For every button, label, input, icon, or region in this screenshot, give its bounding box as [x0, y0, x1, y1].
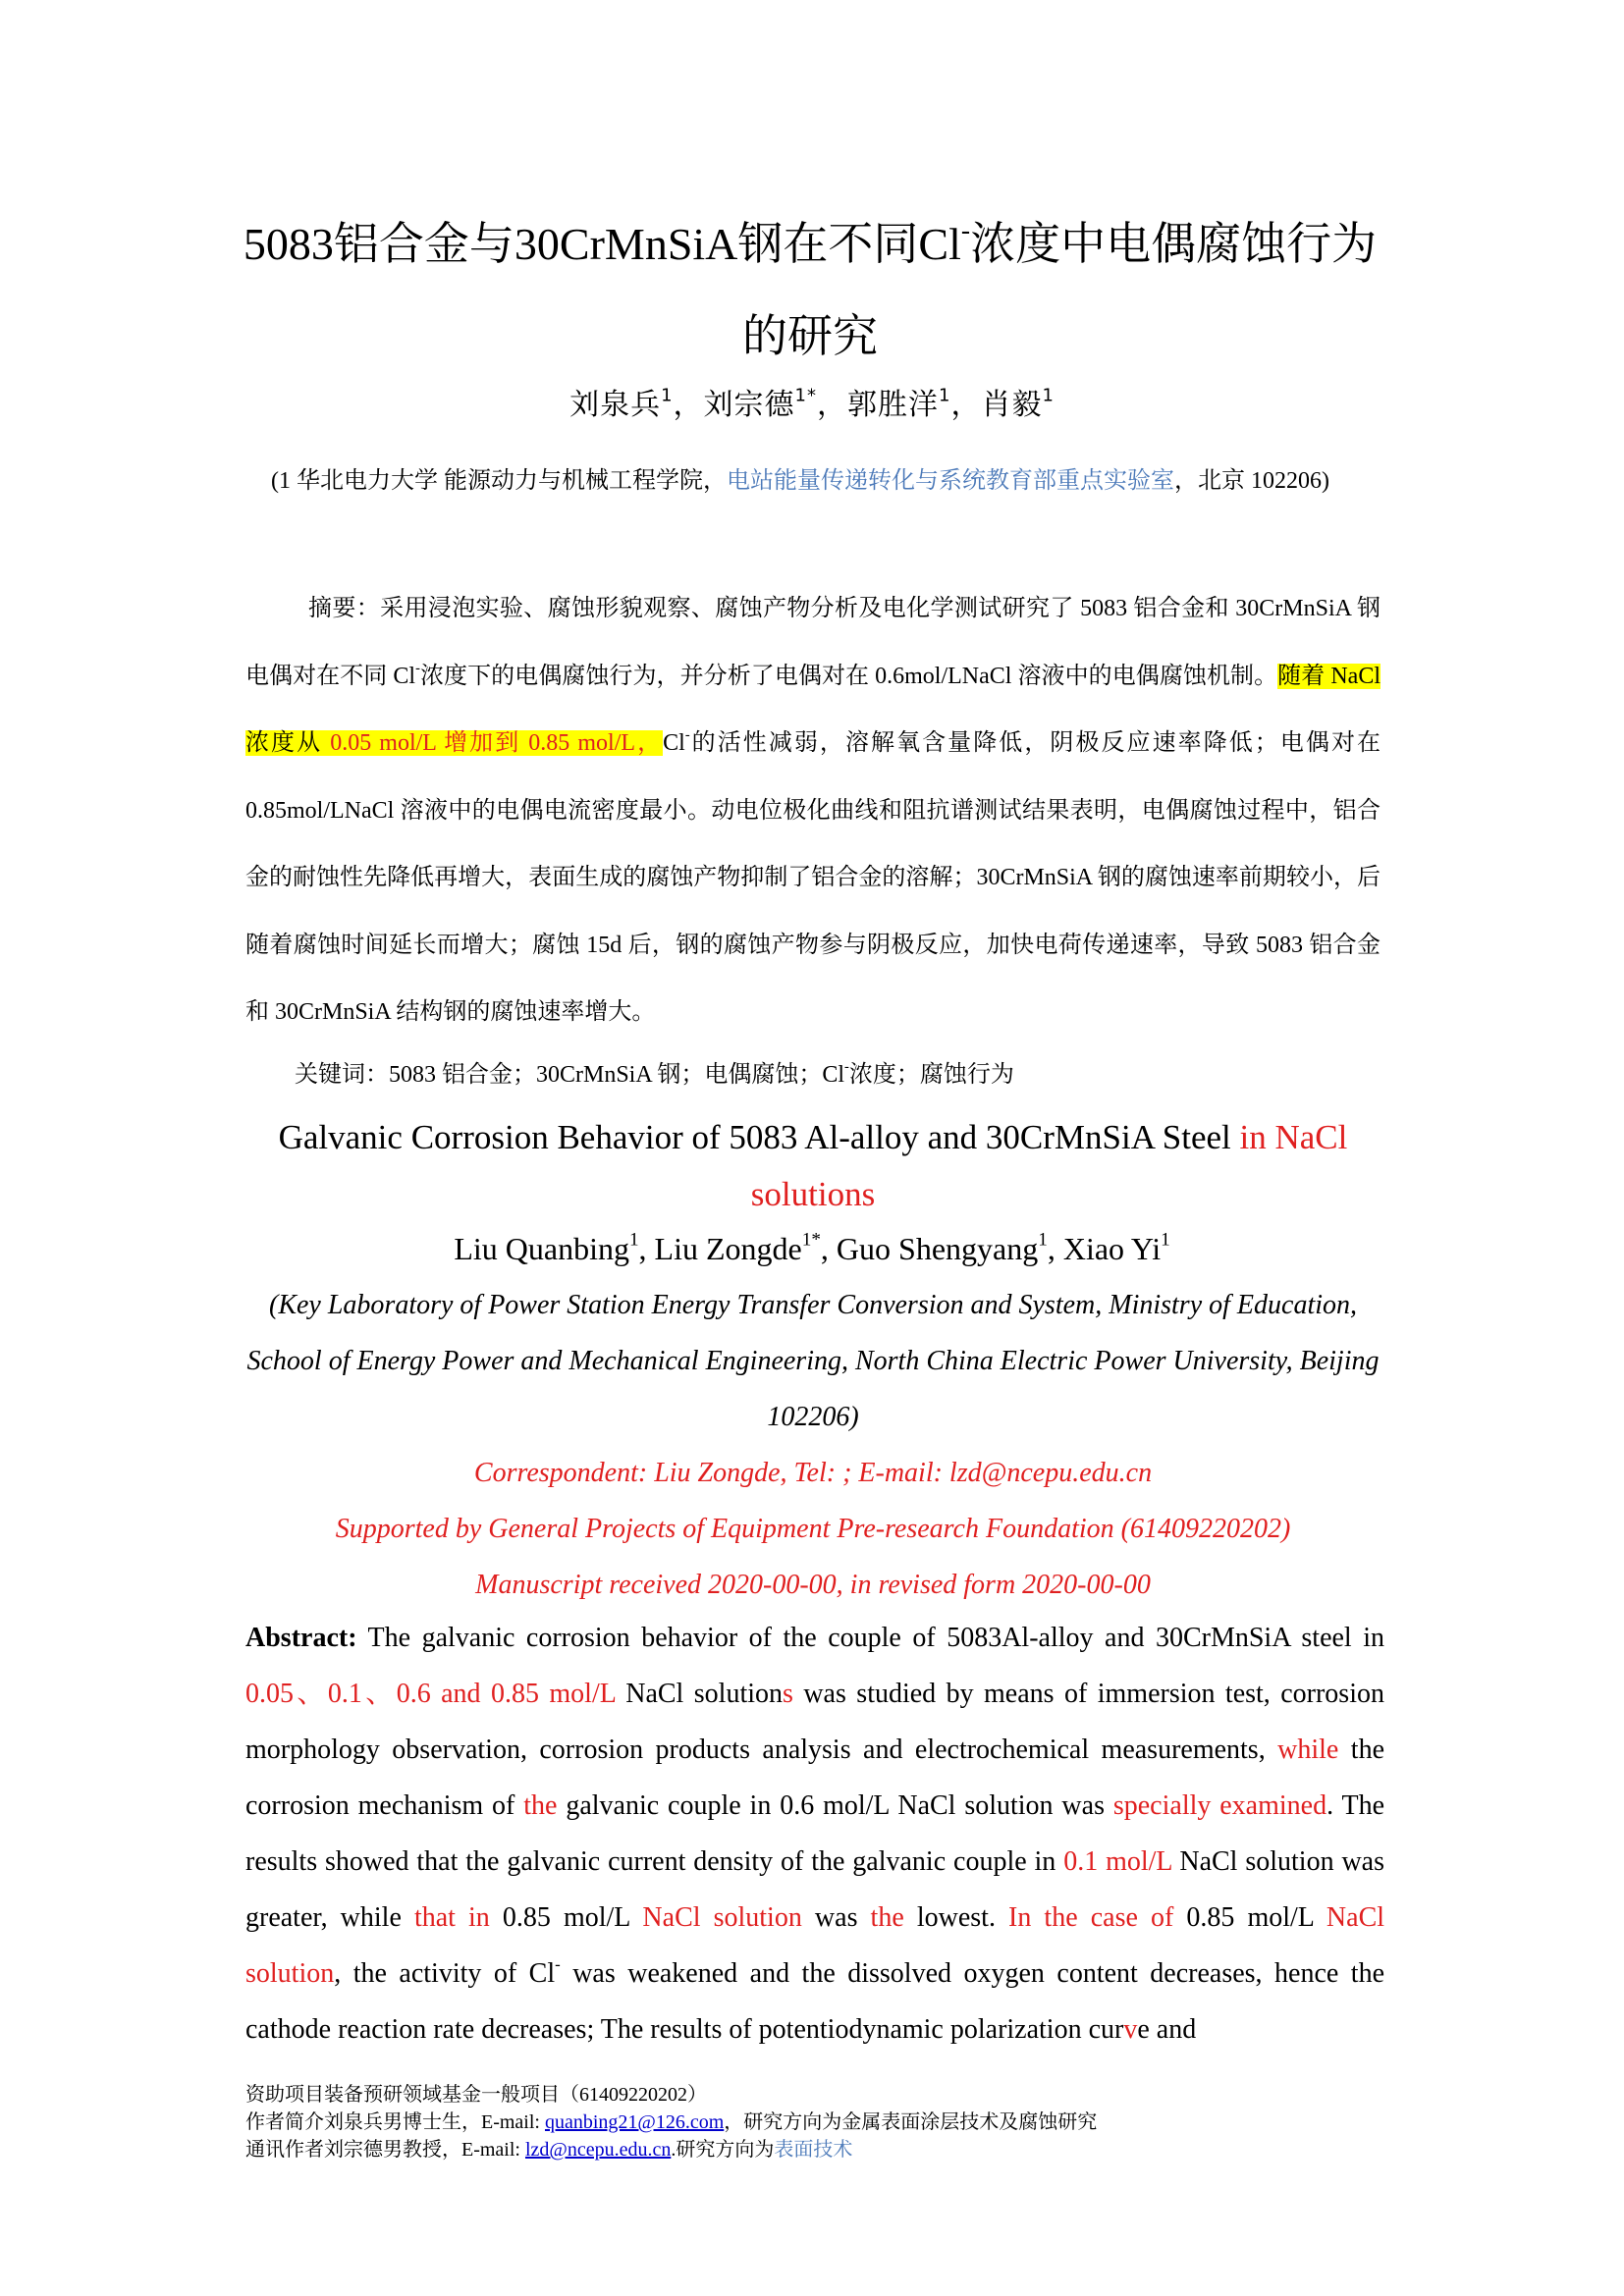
- chinese-title-part-2: 浓度中电偶腐蚀行为的研究: [742, 219, 1378, 361]
- author: 肖毅$^1$: [981, 385, 1055, 422]
- author: Liu Zongde$^{1*}$,: [654, 1229, 837, 1266]
- english-abstract: Abstract: The galvanic corrosion behavior of the couple of 5083Al-alloy and 30CrMnSiA steel in 0.05、0.1、0.6 and 0.85 mol/L NaCl solutions was studied by means of immersion test, corrosion morphology observation, corrosion products analysis and electrochemical measurements, while the corrosion mechanism of the galvanic couple in 0.6 mol/L NaCl solution was specially examined. The results showed that the galvanic current density of the galvanic couple in 0.1 mol/L NaCl solution was greater, while that in 0.85 mol/L NaCl solution was the lowest. In the case of 0.85 mol/L NaCl solution, the activity of Cl- was weakened and the dissolved oxygen content decreases, hence the cathode reaction rate decreases; The results of potentiodynamic polarization curve and: [245, 1623, 1385, 2045]
- footnote-funding: 资助项目装备预研领域基金一般项目（61409220202）: [245, 2084, 707, 2106]
- footnote-corresponding-author: 通讯作者刘宗德男教授，E-mail: lzd@ncepu.edu.cn.研究方向为表面技术: [245, 2139, 853, 2161]
- funding-line: Supported by General Projects of Equipment Pre-research Foundation (61409220202): [335, 1514, 1291, 1544]
- english-author-list: [0, 1223, 1624, 1274]
- author: Guo Shengyang$^1$,: [836, 1229, 1063, 1266]
- abstract-label: Abstract:: [245, 1623, 357, 1653]
- chinese-abstract: 摘要：采用浸泡实验、腐蚀形貌观察、腐蚀产物分析及电化学测试研究了 5083 铝合金和 30CrMnSiA 钢电偶对在不同 Cl-浓度下的电偶腐蚀行为，并分析了电偶对在 0.6mol/LNaCl 溶液中的电偶腐蚀机制。随着 NaCl 浓度从 0.05 mol/L 增加到 0.85 mol/L，Cl-的活性减弱，溶解氧含量降低，阴极反应速率降低；电偶对在 0.85mol/LNaCl 溶液中的电偶电流密度最小。动电位极化曲线和阻抗谱测试结果表明，电偶腐蚀过程中，铝合金的耐蚀性先降低再增大，表面生成的腐蚀产物抑制了铝合金的溶解；30CrMnSiA 钢的腐蚀速率前期较小，后随着腐蚀时间延长而增大；腐蚀 15d 后，钢的腐蚀产物参与阴极反应，加快电荷传递速率，导致 5083 铝合金和 30CrMnSiA 结构钢的腐蚀速率增大。: [245, 596, 1381, 1025]
- author: Xiao Yi$^1$: [1062, 1229, 1170, 1266]
- author: Liu Quanbing$^1$,: [454, 1229, 655, 1266]
- correspondent-line: Correspondent: Liu Zongde, Tel: ; E-mail: lzd@ncepu.edu.cn: [473, 1458, 1153, 1488]
- author: 刘泉兵$^1$，: [569, 385, 704, 422]
- author: 郭胜洋$^1$，: [847, 385, 982, 422]
- chinese-affiliation: (1 华北电力大学 能源动力与机械工程学院，电站能量传递转化与系统教育部重点实验室，北京 102206): [271, 468, 1329, 494]
- footnotes: [245, 2081, 1380, 2163]
- footnote-first-author: 作者简介刘泉兵男博士生，E-mail: quanbing21@126.com，研究方向为金属表面涂层技术及腐蚀研究: [245, 2111, 1098, 2133]
- chinese-title: [226, 198, 1394, 383]
- email-link[interactable]: quanbing21@126.com: [544, 2111, 725, 2133]
- author: 刘宗德$^{1*}$，: [703, 385, 847, 422]
- chinese-author-list: [0, 381, 1624, 430]
- manuscript-dates: Manuscript received 2020-00-00, in revised form 2020-00-00: [475, 1570, 1151, 1600]
- english-meta-info: [245, 1445, 1380, 1613]
- chloride-superscript: -: [960, 214, 971, 245]
- english-title: Galvanic Corrosion Behavior of 5083 Al-alloy and 30CrMnSiA Steel in NaCl solutions: [278, 1118, 1348, 1213]
- chinese-title-part-1: 5083铝合金与30CrMnSiA钢在不同Cl: [243, 219, 961, 269]
- lab-name: 电站能量传递转化与系统教育部重点实验室: [727, 468, 1174, 494]
- english-affiliation: (Key Laboratory of Power Station Energy Transfer Conversion and System, Ministry of Education, School of Energy Power and Mechanical Engineering, North China Electric Power University, Beijing 102206): [246, 1290, 1380, 1432]
- email-link[interactable]: lzd@ncepu.edu.cn: [524, 2139, 672, 2161]
- chinese-keywords: 关键词：5083 铝合金；30CrMnSiA 钢；电偶腐蚀；Cl-浓度；腐蚀行为: [295, 1059, 1014, 1088]
- highlighted-text: 随着 NaCl 浓度从 0.05 mol/L 增加到 0.85 mol/L，: [245, 663, 1380, 756]
